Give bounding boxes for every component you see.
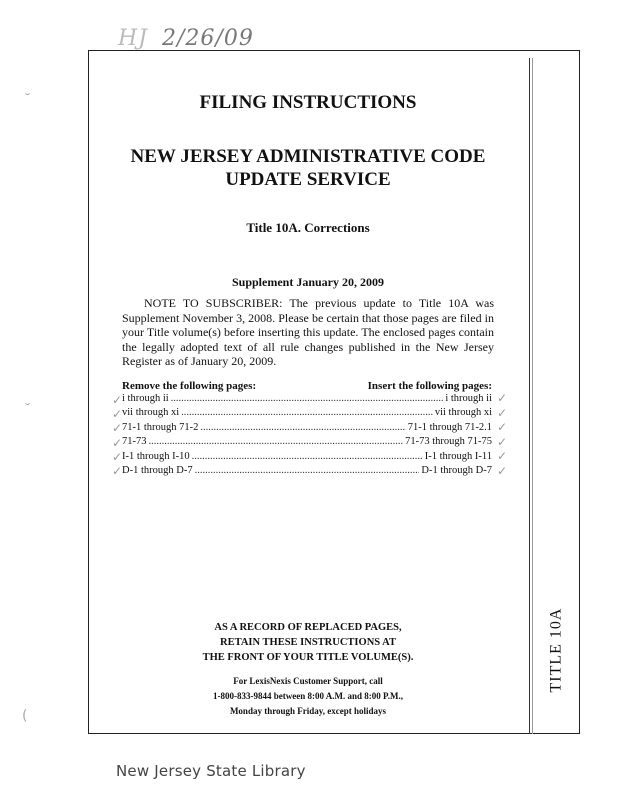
checkmark-icon: ✓ xyxy=(497,420,508,434)
support-line: For LexisNexis Customer Support, call xyxy=(233,676,383,686)
code-title-line-1: NEW JERSEY ADMINISTRATIVE CODE xyxy=(130,146,486,167)
punch-hole-mark-middle: ˘ xyxy=(24,402,31,418)
dot-leader xyxy=(181,407,433,418)
checkmark-icon: ✓ xyxy=(497,464,508,478)
record-instructions xyxy=(88,620,528,665)
checkmark-icon: ✓ xyxy=(497,391,508,405)
tab-divider xyxy=(529,58,530,734)
note-to-subscriber: NOTE TO SUBSCRIBER: The previous update to Title 10A was Supplement November 3, 2008. Please be certain that those pages are filed in your Title volume(s) before inserting this update. The enclosed pages contain the legally adopted text of all rule changes published in the New Jersey Register as of January 20, 2009. xyxy=(122,296,494,368)
insert-pages: 71-73 through 71-75 xyxy=(405,436,492,448)
tab-divider-shadow xyxy=(532,58,533,734)
checkmark-icon: ✓ xyxy=(497,449,508,463)
checkmark-icon: ✓ xyxy=(112,421,123,435)
table-row xyxy=(118,407,492,421)
document-title: FILING INSTRUCTIONS xyxy=(199,92,417,113)
insert-pages: vii through xi xyxy=(434,407,492,419)
side-tab xyxy=(536,600,576,700)
table-row xyxy=(118,465,492,479)
dot-leader xyxy=(149,436,404,447)
page-replacement-table xyxy=(118,380,492,479)
record-line: RETAIN THESE INSTRUCTIONS AT xyxy=(220,637,396,648)
remove-header: Remove the following pages: xyxy=(122,380,257,392)
checkmark-icon: ✓ xyxy=(112,436,123,450)
title-subtitle: Title 10A. Corrections xyxy=(246,220,370,235)
remove-pages: 71-1 through 71-2 xyxy=(122,421,199,433)
dot-leader xyxy=(192,451,423,462)
record-line: AS A RECORD OF REPLACED PAGES, xyxy=(214,622,402,633)
checkmark-icon: ✓ xyxy=(497,406,508,420)
insert-pages: I-1 through I-11 xyxy=(424,450,492,462)
library-footer: New Jersey State Library xyxy=(116,762,306,780)
dot-leader xyxy=(200,422,405,433)
table-row xyxy=(118,422,492,436)
customer-support-info xyxy=(88,674,528,719)
insert-header: Insert the following pages: xyxy=(367,380,492,392)
table-header xyxy=(118,380,492,392)
insert-pages: i through ii xyxy=(445,393,492,404)
remove-pages: i through ii xyxy=(122,393,169,404)
checkmark-icon: ✓ xyxy=(497,435,508,449)
insert-pages: D-1 through D-7 xyxy=(421,464,492,476)
code-title-line-2: UPDATE SERVICE xyxy=(225,169,391,190)
record-line: THE FRONT OF YOUR TITLE VOLUME(S). xyxy=(202,652,414,663)
support-line: 1-800-833-9844 between 8:00 A.M. and 8:00 P.M., xyxy=(213,691,403,701)
table-row xyxy=(118,393,492,407)
remove-pages: D-1 through D-7 xyxy=(122,464,193,476)
insert-pages: 71-1 through 71-2.1 xyxy=(407,421,492,433)
supplement-date: Supplement January 20, 2009 xyxy=(231,275,385,289)
remove-pages: I-1 through I-10 xyxy=(122,450,190,462)
punch-hole-mark-bottom: ( xyxy=(22,708,28,724)
support-line: Monday through Friday, except holidays xyxy=(229,706,387,716)
handwritten-initials: HJ xyxy=(118,26,149,51)
punch-hole-mark-top: ˘ xyxy=(24,92,31,108)
checkmark-icon: ✓ xyxy=(112,450,123,464)
remove-pages: vii through xi xyxy=(122,407,180,419)
checkmark-icon: ✓ xyxy=(112,464,123,478)
side-tab-label: TITLE 10A xyxy=(547,607,565,693)
handwritten-date: 2/26/09 xyxy=(162,26,254,51)
remove-pages: 71-73 xyxy=(122,436,147,448)
table-row xyxy=(118,451,492,465)
dot-leader xyxy=(195,465,420,476)
checkmark-icon: ✓ xyxy=(112,393,123,407)
checkmark-icon: ✓ xyxy=(112,407,123,421)
code-title xyxy=(88,145,528,191)
table-row xyxy=(118,436,492,450)
dot-leader xyxy=(171,393,444,404)
